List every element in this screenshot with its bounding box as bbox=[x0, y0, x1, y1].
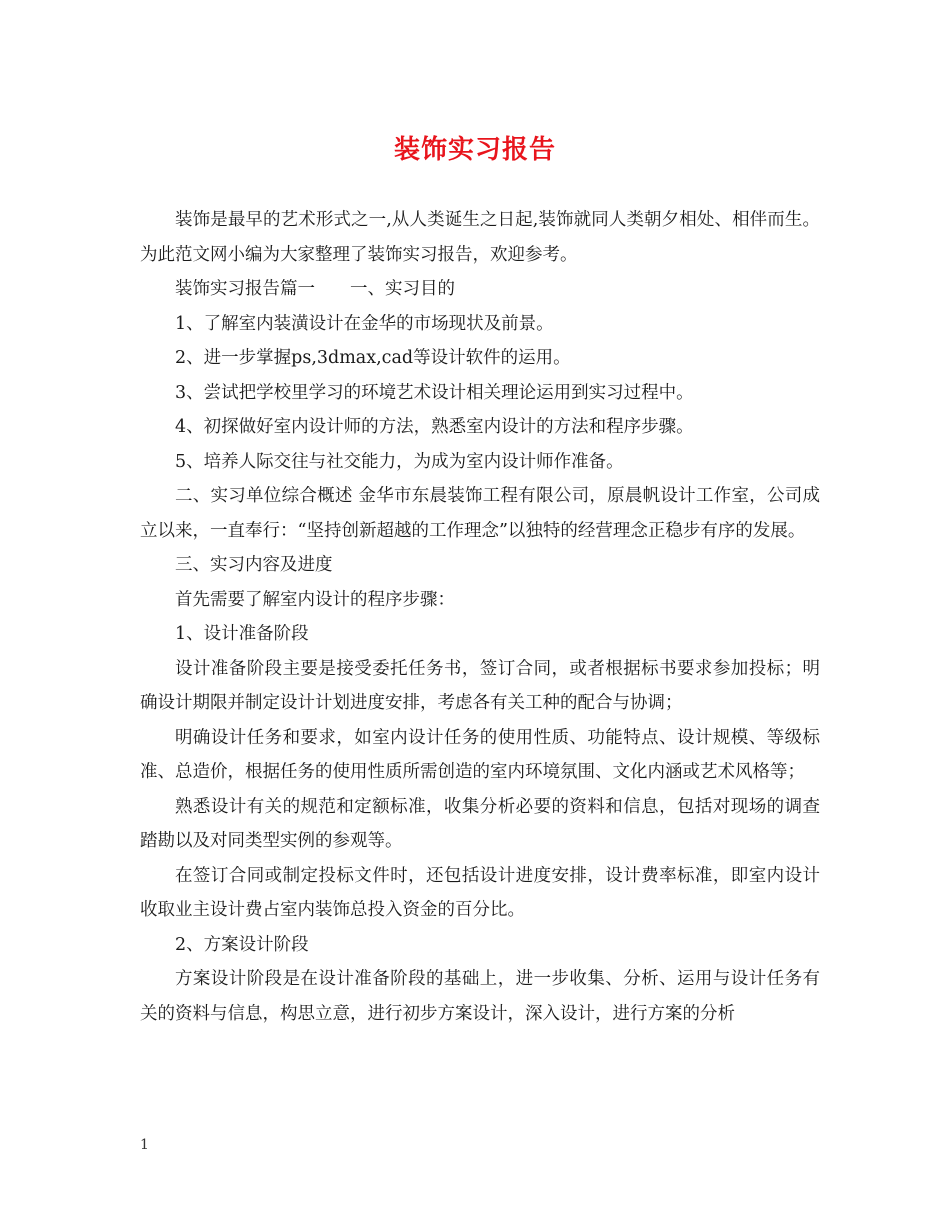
paragraph-stage-1-heading: 1、设计准备阶段 bbox=[175, 624, 309, 644]
paragraph-goal-2: 2、进一步掌握ps,3dmax,cad等设计软件的运用。 bbox=[175, 348, 571, 368]
paragraph-stage-1-text-1: 设计准备阶段主要是接受委托任务书，签订合同，或者根据标书要求参加投标；明确设计期限并制定设计计划进度安排，考虑各有关工种的配合与协调； bbox=[140, 658, 820, 713]
document-body bbox=[140, 203, 820, 1031]
paragraph-section-heading-3: 三、实习内容及进度 bbox=[175, 555, 333, 575]
paragraph-stage-1-text-3: 熟悉设计有关的规范和定额标准，收集分析必要的资料和信息，包括对现场的调查踏勘以及对同类型实例的参观等。 bbox=[140, 796, 820, 851]
paragraph-goal-5: 5、培养人际交往与社交能力，为成为室内设计师作准备。 bbox=[175, 451, 624, 472]
paragraph-procedure-intro: 首先需要了解室内设计的程序步骤： bbox=[175, 589, 455, 610]
page-number: 1 bbox=[140, 1137, 149, 1153]
paragraph-stage-1-text-2: 明确设计任务和要求，如室内设计任务的使用性质、功能特点、设计规模、等级标准、总造价，根据任务的使用性质所需创造的室内环境氛围、文化内涵或艺术风格等； bbox=[140, 727, 820, 782]
paragraph-intro: 装饰是最早的艺术形式之一,从人类诞生之日起,装饰就同人类朝夕相处、相伴而生。为此范文网小编为大家整理了装饰实习报告，欢迎参考。 bbox=[140, 210, 820, 265]
paragraph-goal-3: 3、尝试把学校里学习的环境艺术设计相关理论运用到实习过程中。 bbox=[175, 382, 694, 403]
paragraph-stage-1-text-4: 在签订合同或制定投标文件时，还包括设计进度安排，设计费率标准，即室内设计收取业主设计费占室内装饰总投入资金的百分比。 bbox=[140, 865, 820, 920]
paragraph-goal-1: 1、了解室内装潢设计在金华的市场现状及前景。 bbox=[175, 313, 554, 334]
paragraph-stage-2-heading: 2、方案设计阶段 bbox=[175, 934, 309, 955]
paragraph-section-heading-1: 装饰实习报告篇一 一、实习目的 bbox=[175, 279, 455, 299]
document-title: 装饰实习报告 bbox=[393, 135, 556, 165]
paragraph-goal-4: 4、初探做好室内设计师的方法，熟悉室内设计的方法和程序步骤。 bbox=[175, 417, 694, 437]
paragraph-stage-2-text-1: 方案设计阶段是在设计准备阶段的基础上，进一步收集、分析、运用与设计任务有关的资料与信息，构思立意，进行初步方案设计，深入设计，进行方案的分析 bbox=[140, 969, 820, 1024]
paragraph-company-overview: 二、实习单位综合概述 金华市东晨装饰工程有限公司，原晨帆设计工作室，公司成立以来，一直奉行：“坚持创新超越的工作理念”以独特的经营理念正稳步有序的发展。 bbox=[140, 486, 820, 541]
